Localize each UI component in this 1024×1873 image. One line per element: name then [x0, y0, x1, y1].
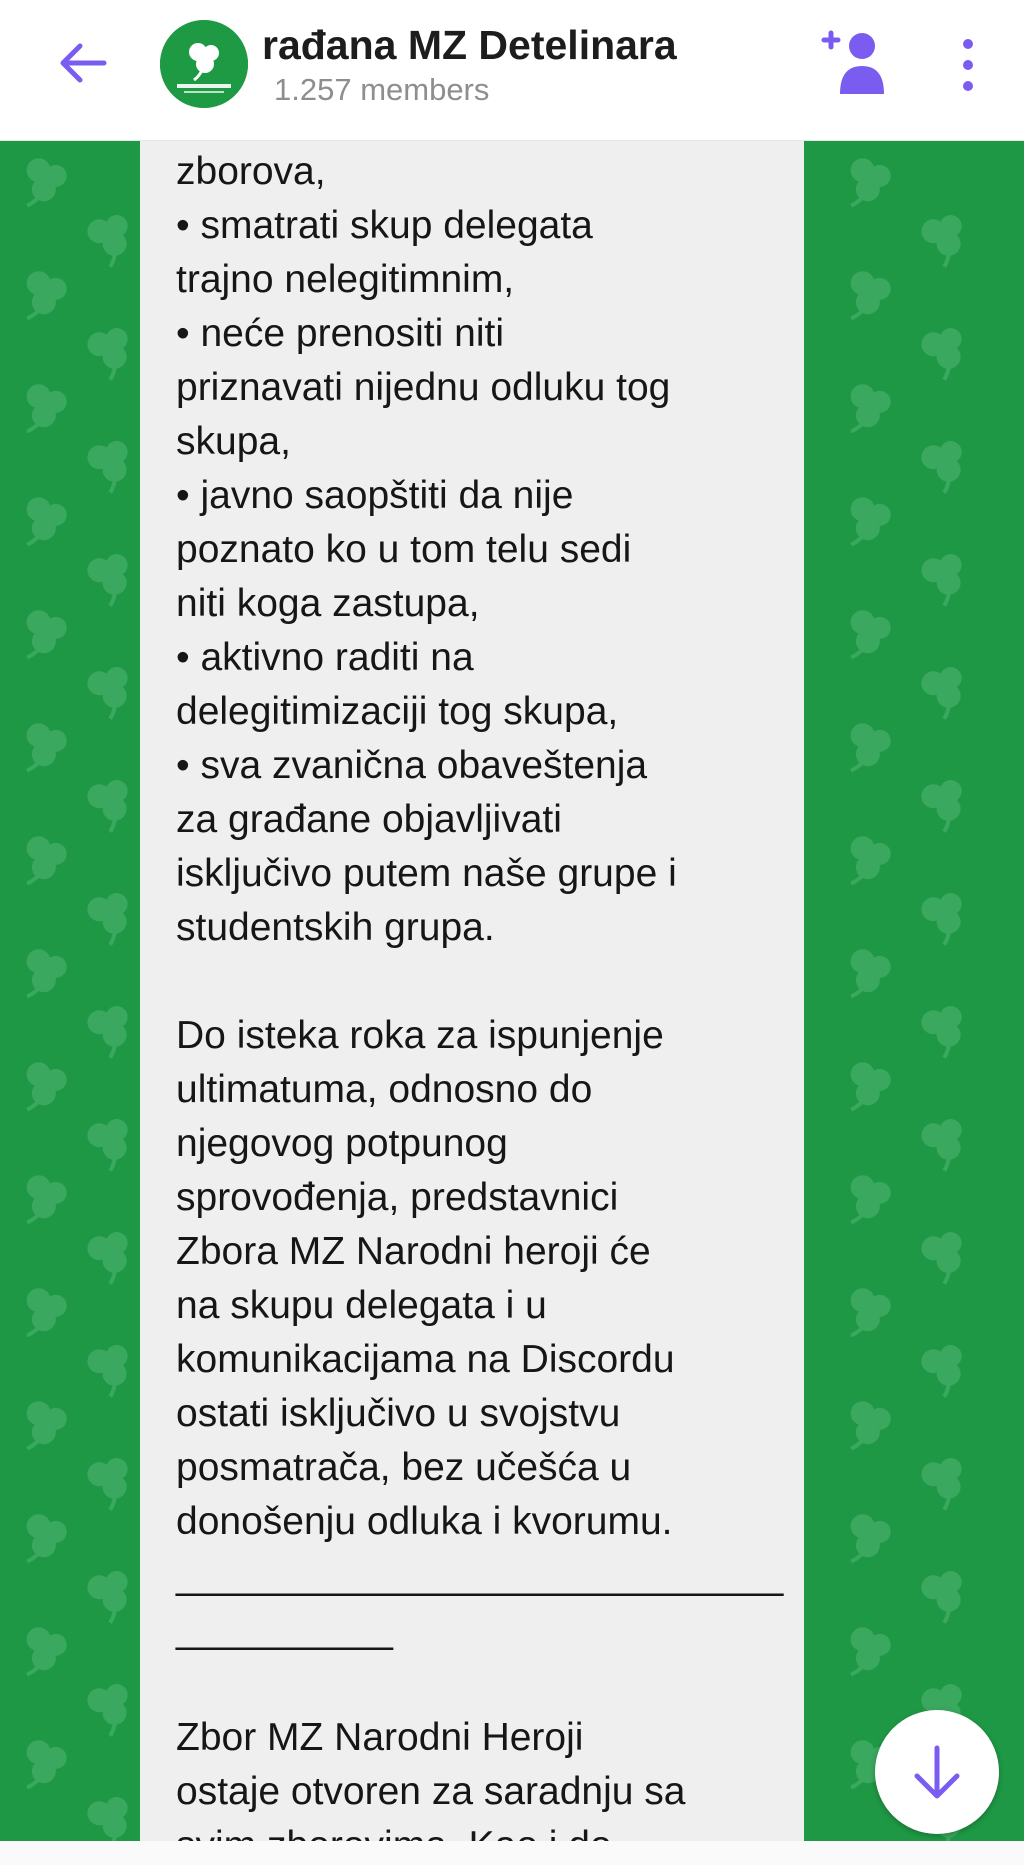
clover-pattern-mark: [84, 1340, 139, 1400]
clover-pattern-mark: [17, 834, 69, 892]
clover-pattern-mark: [918, 549, 973, 609]
message-text: [176, 145, 806, 1873]
message-bubble: [140, 141, 804, 1841]
message-line: posmatrača, bez učešća u: [176, 1446, 632, 1489]
message-line: priznavati nijednu odluku tog: [176, 366, 671, 409]
clover-logo: [160, 20, 248, 108]
message-line: • sva zvanična obaveštenja: [176, 744, 648, 787]
clover-pattern-mark: [841, 382, 893, 440]
clover-pattern-mark: [84, 775, 139, 835]
clover-pattern-mark: [918, 775, 973, 835]
clover-pattern-mark: [17, 269, 69, 327]
clover-pattern-mark: [84, 549, 139, 609]
clover-pattern-mark: [841, 1173, 893, 1231]
clover-pattern-mark: [17, 156, 69, 214]
message-line: komunikacijama na Discordu: [176, 1338, 675, 1381]
message-line: studentskih grupa.: [176, 906, 495, 949]
clover-pattern-mark: [84, 888, 139, 948]
clover-pattern-mark: [918, 1453, 973, 1513]
clover-pattern-mark: [918, 1114, 973, 1174]
more-options-button[interactable]: [948, 30, 988, 100]
message-line: za građane objavljivati: [176, 798, 562, 841]
message-line: [176, 1657, 806, 1711]
more-vertical-icon: [948, 30, 988, 100]
group-avatar[interactable]: [160, 20, 248, 108]
clover-pattern-mark: [84, 662, 139, 722]
chat-header: [0, 0, 1024, 141]
clover-pattern-mark: [17, 1173, 69, 1231]
chat-title-area[interactable]: [262, 18, 762, 118]
clover-pattern-mark: [841, 1399, 893, 1457]
message-line: ostati isključivo u svojstvu: [176, 1392, 621, 1435]
clover-pattern-mark: [84, 1453, 139, 1513]
message-line: Zbora MZ Narodni heroji će: [176, 1230, 651, 1273]
clover-pattern-mark: [841, 269, 893, 327]
chat-title: rađana MZ Detelinara: [262, 22, 677, 68]
message-line: delegitimizaciji tog skupa,: [176, 690, 619, 733]
message-line: isključivo putem naše grupe i: [176, 852, 677, 895]
clover-pattern-mark: [918, 662, 973, 722]
clover-pattern-mark: [17, 1286, 69, 1344]
clover-pattern-mark: [841, 721, 893, 779]
clover-pattern-mark: [84, 1566, 139, 1626]
back-button[interactable]: [50, 30, 116, 96]
clover-pattern-mark: [918, 1566, 973, 1626]
member-count: 1.257 members: [274, 72, 490, 107]
message-line: • aktivno raditi na: [176, 636, 474, 679]
clover-pattern-mark: [17, 721, 69, 779]
arrow-down-icon: [909, 1742, 965, 1802]
message-line: [176, 955, 806, 1009]
scroll-down-button[interactable]: [875, 1710, 999, 1834]
clover-pattern-mark: [841, 1625, 893, 1683]
message-line: niti koga zastupa,: [176, 582, 480, 625]
message-line: skupa,: [176, 420, 291, 463]
clover-pattern-mark: [17, 608, 69, 666]
add-person-icon: [816, 26, 896, 100]
message-line: Do isteka roka za ispunjenje: [176, 1014, 664, 1057]
arrow-left-icon: [58, 41, 108, 85]
clover-pattern-mark: [84, 436, 139, 496]
message-line: Zbor MZ Narodni Heroji: [176, 1716, 584, 1759]
message-line: zborova,: [176, 150, 326, 193]
clover-pattern-mark: [841, 947, 893, 1005]
clover-pattern-mark: [918, 1227, 973, 1287]
clover-pattern-mark: [17, 1512, 69, 1570]
message-line: __________: [176, 1608, 393, 1651]
clover-pattern-mark: [17, 495, 69, 553]
clover-pattern-mark: [918, 323, 973, 383]
clover-pattern-mark: [841, 1060, 893, 1118]
clover-pattern-mark: [918, 1340, 973, 1400]
message-line: • smatrati skup delegata: [176, 204, 593, 247]
bottom-strip: [0, 1841, 1024, 1865]
clover-pattern-mark: [841, 608, 893, 666]
clover-pattern-mark: [17, 1399, 69, 1457]
clover-pattern-mark: [17, 1060, 69, 1118]
clover-pattern-mark: [918, 210, 973, 270]
clover-pattern-mark: [841, 1512, 893, 1570]
message-line: • javno saopštiti da nije: [176, 474, 574, 517]
clover-pattern-mark: [84, 210, 139, 270]
clover-pattern-mark: [84, 1227, 139, 1287]
message-line: ostaje otvoren za saradnju sa: [176, 1770, 686, 1813]
clover-pattern-mark: [841, 495, 893, 553]
message-line: ____________________________: [176, 1554, 784, 1597]
message-line: donošenju odluka i kvorumu.: [176, 1500, 673, 1543]
clover-pattern-mark: [17, 382, 69, 440]
message-line: na skupu delegata i u: [176, 1284, 547, 1327]
message-line: sprovođenja, predstavnici: [176, 1176, 619, 1219]
clover-pattern-mark: [841, 834, 893, 892]
clover-pattern-mark: [918, 888, 973, 948]
clover-pattern-mark: [918, 1001, 973, 1061]
message-line: • neće prenositi niti: [176, 312, 504, 355]
message-line: trajno nelegitimnim,: [176, 258, 515, 301]
message-line: njegovog potpunog: [176, 1122, 508, 1165]
message-line: ultimatuma, odnosno do: [176, 1068, 593, 1111]
clover-pattern-mark: [841, 156, 893, 214]
message-line: poznato ko u tom telu sedi: [176, 528, 632, 571]
clover-pattern-mark: [84, 1001, 139, 1061]
clover-pattern-mark: [841, 1286, 893, 1344]
clover-pattern-mark: [17, 1625, 69, 1683]
clover-pattern-mark: [17, 947, 69, 1005]
clover-pattern-mark: [84, 1114, 139, 1174]
clover-pattern-mark: [84, 1679, 139, 1739]
add-member-button[interactable]: [816, 26, 896, 100]
clover-pattern-mark: [17, 1738, 69, 1796]
clover-pattern-mark: [918, 436, 973, 496]
clover-pattern-mark: [84, 323, 139, 383]
